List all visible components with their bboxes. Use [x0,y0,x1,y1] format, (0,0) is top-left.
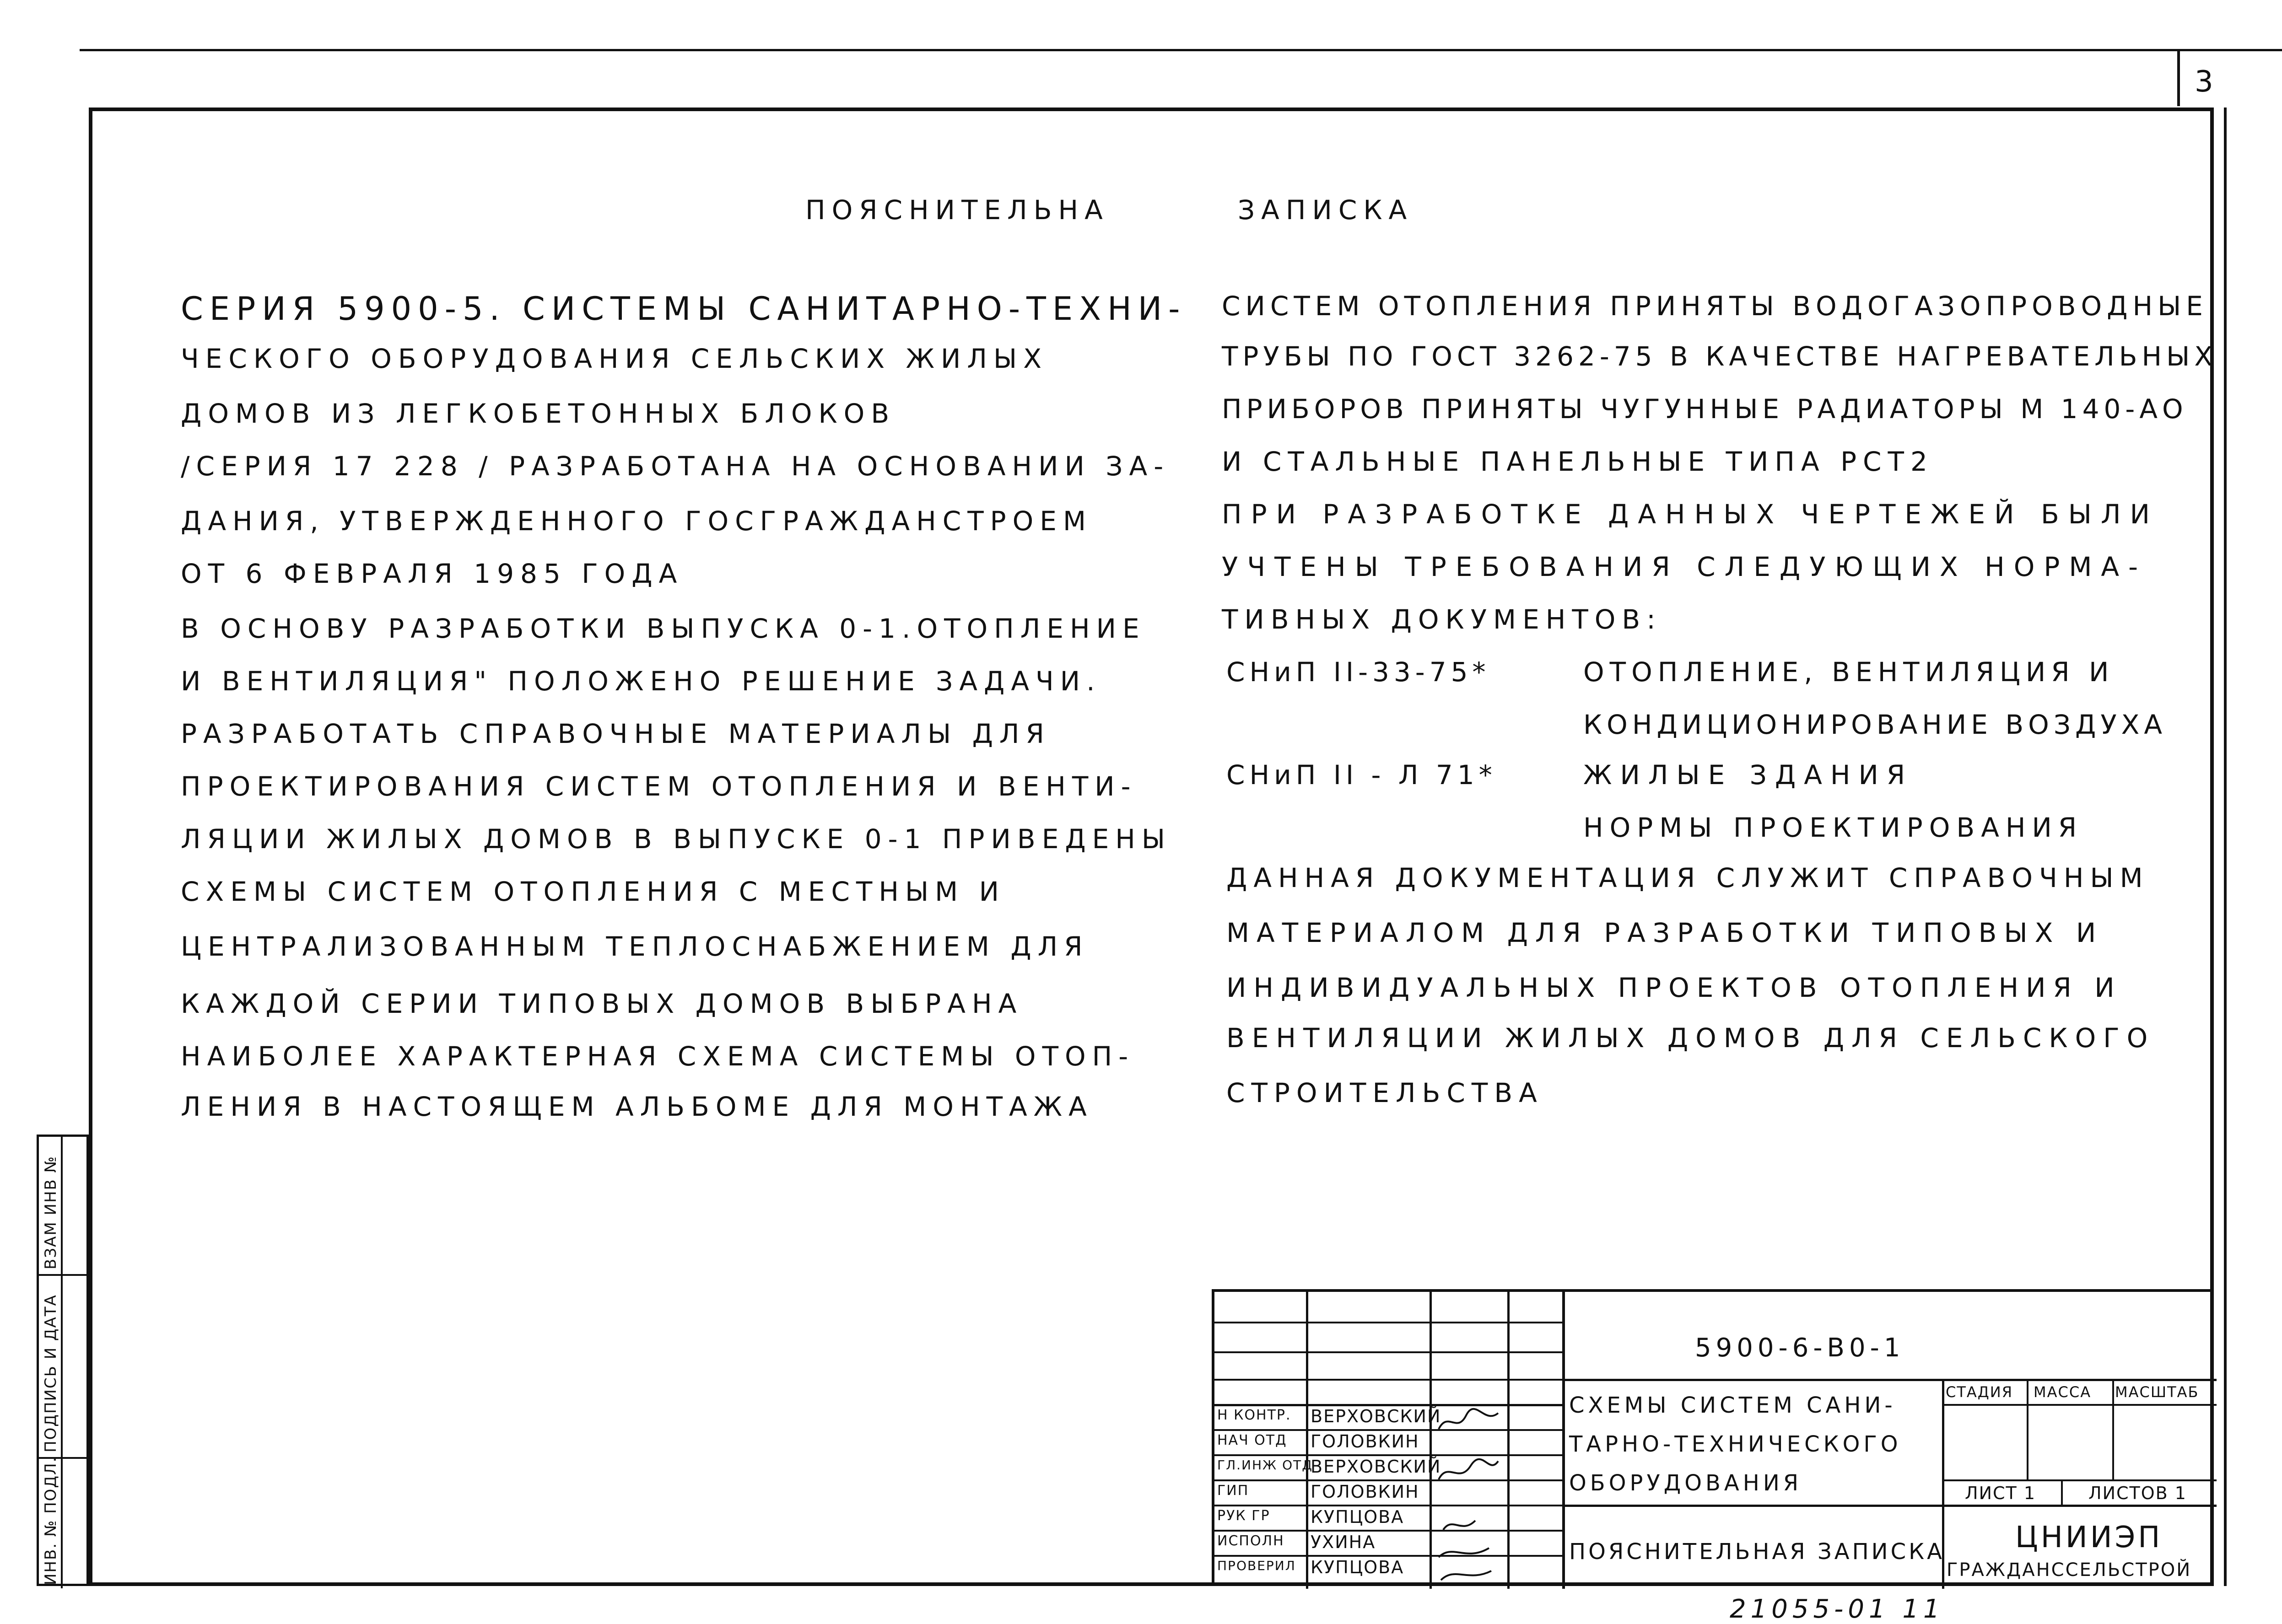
stamp-stage-label: СТАДИЯ [1946,1383,2013,1401]
right-line: ПРИ РАЗРАБОТКЕ ДАННЫХ ЧЕРТЕЖЕЙ БЫЛИ [1222,499,2159,530]
left-line: КАЖДОЙ СЕРИИ ТИПОВЫХ ДОМОВ ВЫБРАНА [181,988,1023,1019]
top-border-line [80,49,2282,51]
left-line: ЛЯЦИИ ЖИЛЫХ ДОМОВ В ВЫПУСКЕ 0-1 ПРИВЕДЕНЫ [181,823,1172,855]
right-line: ТИВНЫХ ДОКУМЕНТОВ: [1222,604,1662,635]
stamp-name: ВЕРХОВСКИЙ [1311,1406,1441,1426]
stamp-doc-title: СХЕМЫ СИСТЕМ САНИ- [1569,1393,1896,1418]
left-line: /СЕРИЯ 17 228 / РАЗРАБОТАНА НА ОСНОВАНИИ ЗА- [181,451,1170,482]
stamp-role: РУК ГР [1217,1508,1270,1524]
left-line: ЧЕСКОГО ОБОРУДОВАНИЯ СЕЛЬСКИХ ЖИЛЫХ [181,343,1048,374]
side-stamp [37,1135,89,1586]
stamp-doc-title: ТАРНО-ТЕХНИЧЕСКОГО [1569,1431,1902,1457]
stamp-scale-label: МАСШТАБ [2115,1383,2199,1401]
stamp-role: ПРОВЕРИЛ [1217,1558,1296,1573]
page-number: 3 [2195,65,2213,99]
norm-code: СНиП ІІ - Л 71* [1226,759,1497,790]
right-line: МАТЕРИАЛОМ ДЛЯ РАЗРАБОТКИ ТИПОВЫХ И [1226,917,2104,948]
right-line: СИСТЕМ ОТОПЛЕНИЯ ПРИНЯТЫ ВОДОГАЗОПРОВОДНЫЕ [1222,290,2208,322]
signatures [1434,1406,1503,1585]
right-line: ИНДИВИДУАЛЬНЫХ ПРОЕКТОВ ОТОПЛЕНИЯ И [1226,972,2122,1003]
stamp-name: ГОЛОВКИН [1311,1482,1419,1502]
left-line: ПРОЕКТИРОВАНИЯ СИСТЕМ ОТОПЛЕНИЯ И ВЕНТИ- [181,771,1137,802]
right-line: ДАННАЯ ДОКУМЕНТАЦИЯ СЛУЖИТ СПРАВОЧНЫМ [1226,862,2149,893]
stamp-mass-label: МАССА [2034,1383,2092,1401]
norm-code: СНиП ІІ-33-75* [1226,656,1490,688]
bottom-code: 21055-01 11 [1730,1594,1944,1624]
stamp-name: КУПЦОВА [1311,1557,1404,1577]
stamp-org-line2: ГРАЖДАНССЕЛЬСТРОЙ [1947,1559,2192,1581]
right-line: ТРУБЫ ПО ГОСТ 3262-75 В КАЧЕСТВЕ НАГРЕВАТЕЛЬНЫХ [1222,341,2217,372]
norm-title: ЖИЛЫЕ ЗДАНИЯ [1583,759,1914,790]
stamp-sheet-name: ПОЯСНИТЕЛЬНАЯ ЗАПИСКА [1569,1539,1945,1565]
side-stamp-label: ВЗАМ ИНВ № [42,1155,60,1269]
page-number-box [2177,51,2228,106]
left-line: СХЕМЫ СИСТЕМ ОТОПЛЕНИЯ С МЕСТНЫМ И [181,876,1006,907]
right-line: ПРИБОРОВ ПРИНЯТЫ ЧУГУННЫЕ РАДИАТОРЫ М 140-АО [1222,393,2188,425]
left-line: СЕРИЯ 5900-5. СИСТЕМЫ САНИТАРНО-ТЕХНИ- [181,290,1187,328]
stamp-code: 5900-6-В0-1 [1695,1333,1905,1363]
norm-title: ОТОПЛЕНИЕ, ВЕНТИЛЯЦИЯ И [1583,656,2115,688]
stamp-role: ИСПОЛН [1217,1533,1284,1549]
right-line: УЧТЕНЫ ТРЕБОВАНИЯ СЛЕДУЮЩИХ НОРМА- [1222,551,2147,582]
stamp-role: НАЧ ОТД [1217,1432,1287,1448]
stamp-sheets-label: ЛИСТОВ 1 [2088,1483,2187,1503]
stamp-org-line1: ЦНИИЭП [2015,1521,2163,1554]
title-left: ПОЯСНИТЕЛЬНА [805,194,1109,226]
left-edge-tick [89,567,92,595]
side-stamp-label: ПОДПИСЬ И ДАТА [42,1294,60,1452]
stamp-sheet-label: ЛИСТ 1 [1965,1483,2036,1503]
left-line: В ОСНОВУ РАЗРАБОТКИ ВЫПУСКА 0-1.ОТОПЛЕНИЕ [181,613,1146,644]
left-line: И ВЕНТИЛЯЦИЯ" ПОЛОЖЕНО РЕШЕНИЕ ЗАДАЧИ. [181,666,1101,697]
left-line: ЦЕНТРАЛИЗОВАННЫМ ТЕПЛОСНАБЖЕНИЕМ ДЛЯ [181,931,1089,962]
stamp-name: УХИНА [1311,1532,1376,1552]
stamp-name: ГОЛОВКИН [1311,1431,1419,1452]
left-edge-tick [89,613,92,764]
stamp-name: ВЕРХОВСКИЙ [1311,1457,1441,1477]
right-line: ВЕНТИЛЯЦИИ ЖИЛЫХ ДОМОВ ДЛЯ СЕЛЬСКОГО [1226,1022,2155,1054]
stamp-name: КУПЦОВА [1311,1507,1404,1527]
left-line: ДАНИЯ, УТВЕРЖДЕННОГО ГОСГРАЖДАНСТРОЕМ [181,505,1092,537]
frame-right-double-line [2224,108,2227,1586]
stamp-role: ГЛ.ИНЖ ОТД [1217,1457,1313,1473]
stamp-doc-title: ОБОРУДОВАНИЯ [1569,1470,1802,1496]
left-line: ЛЕНИЯ В НАСТОЯЩЕМ АЛЬБОМЕ ДЛЯ МОНТАЖА [181,1091,1093,1122]
side-stamp-label: ИНВ. № ПОДЛ. [42,1456,60,1585]
left-line: РАЗРАБОТАТЬ СПРАВОЧНЫЕ МАТЕРИАЛЫ ДЛЯ [181,718,1051,749]
right-line: СТРОИТЕЛЬСТВА [1226,1077,1543,1108]
left-line: НАИБОЛЕЕ ХАРАКТЕРНАЯ СХЕМА СИСТЕМЫ ОТОП- [181,1041,1135,1072]
left-line: ОТ 6 ФЕВРАЛЯ 1985 ГОДА [181,558,684,589]
title-block [1212,1289,2214,1586]
right-line: И СТАЛЬНЫЕ ПАНЕЛЬНЫЕ ТИПА РСТ2 [1222,446,1934,477]
title-right: ЗАПИСКА [1238,194,1413,226]
stamp-role: ГИП [1217,1483,1249,1499]
left-line: ДОМОВ ИЗ ЛЕГКОБЕТОННЫХ БЛОКОВ [181,398,896,429]
norm-title: КОНДИЦИОНИРОВАНИЕ ВОЗДУХА [1583,709,2167,740]
norm-title: НОРМЫ ПРОЕКТИРОВАНИЯ [1583,812,2083,843]
stamp-role: Н КОНТР. [1217,1407,1291,1423]
